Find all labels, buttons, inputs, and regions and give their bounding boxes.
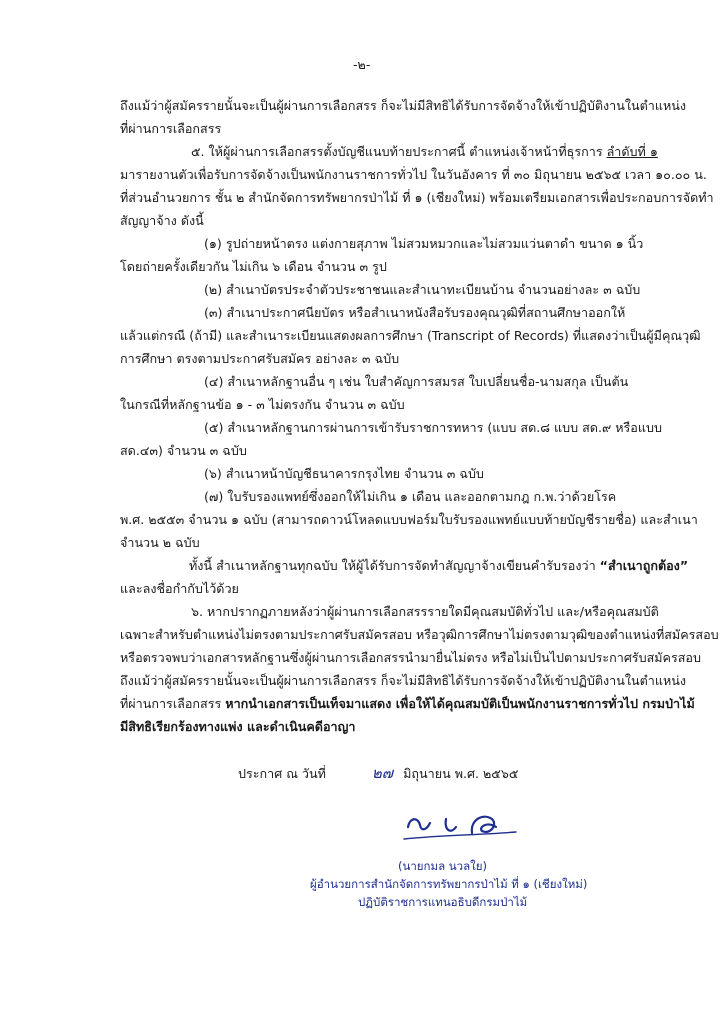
para-text: ถึงแม้ว่าผู้สมัครรายนั้นจะเป็นผู้ผ่านการเลือกสรร ก็จะไม่มีสิทธิได้รับการจัดจ้างให้เข้าปฏิบัติงานในตำแหน่ง <box>120 98 687 113</box>
list-item-3: (๓) สำเนาประกาศนียบัตร หรือสำเนาหนังสือรับรองคุณวุฒิที่สถานศึกษาออกให้ <box>204 305 626 320</box>
para-text: มารายงานตัวเพื่อรับการจัดจ้างเป็นพนักงานราชการทั่วไป ในวันอังคาร ที่ ๓๐ มิถุนายน ๒๕๖๕ เวลา ๑๐.๐๐ น. <box>120 167 707 182</box>
para-text: สัญญาจ้าง ดังนี้ <box>120 213 204 228</box>
certify-text: ทั้งนี้ สำเนาหลักฐานทุกฉบับ ให้ผู้ได้รับการจัดทำสัญญาจ้างเขียนคำรับรองว่า <box>189 558 600 573</box>
warning-text: หากนำเอกสารเป็นเท็จมาแสดง เพื่อให้ได้คุณสมบัติเป็นพนักงานราชการทั่วไป กรมป่าไม้ <box>225 696 695 711</box>
para-text: โดยถ่ายครั้งเดียวกัน ไม่เกิน ๖ เดือน จำนวน ๓ รูป <box>120 259 387 274</box>
para-text: หรือตรวจพบว่าเอกสารหลักฐานซึ่งผู้ผ่านการเลือกสรรนำมายื่นไม่ตรง หรือไม่เป็นไปตามประกาศรับสมัครสอบ <box>120 650 701 665</box>
para-text: ในกรณีที่หลักฐานข้อ ๑ - ๓ ไม่ตรงกัน จำนวน ๓ ฉบับ <box>120 397 405 412</box>
signer-position: ผู้อำนวยการสำนักจัดการทรัพยากรป่าไม้ ที่ ๑ (เชียงใหม่) <box>310 877 588 891</box>
list-item-5: (๕) สำเนาหลักฐานการผ่านการเข้ารับราชการทหาร (แบบ สด.๘ แบบ สด.๙ หรือแบบ <box>204 420 662 435</box>
warning-text: มีสิทธิเรียกร้องทางแพ่ง และดำเนินคดีอาญา <box>120 719 356 734</box>
date-day-handwritten: ๒๗ <box>371 764 394 782</box>
para-text: พ.ศ. ๒๕๕๓ จำนวน ๑ ฉบับ (สามารถดาวน์โหลดแบบฟอร์มใบรับรองแพทย์แบบท้ายบัญชีรายชื่อ) และสำเนา <box>120 512 698 527</box>
certify-line <box>189 558 688 574</box>
para-text: เฉพาะสำหรับตำแหน่งไม่ตรงตามประกาศรับสมัครสอบ หรือวุฒิการศึกษาไม่ตรงตามวุฒิของตำแหน่งที่สมัครสอบ <box>120 627 719 642</box>
para-text: จำนวน ๒ ฉบับ <box>120 535 200 550</box>
para-text: ที่ผ่านการเลือกสรร <box>120 121 222 136</box>
para-5-text: ๕. ให้ผู้ผ่านการเลือกสรรตั้งบัญชีแนบท้ายประกาศนี้ ตำแหน่งเจ้าหน้าที่ธุรการ <box>191 144 607 159</box>
date-rest: มิถุนายน พ.ศ. ๒๕๖๕ <box>403 766 519 781</box>
list-item-7: (๗) ใบรับรองแพทย์ซึ่งออกให้ไม่เกิน ๑ เดือน และออกตามกฎ ก.พ.ว่าด้วยโรค <box>204 489 617 504</box>
para-6-line: ๖. หากปรากฏภายหลังว่าผู้ผ่านการเลือกสรรรายใดมีคุณสมบัติทั่วไป และ/หรือคุณสมบัติ <box>191 604 659 619</box>
para-text-mixed <box>120 696 695 712</box>
certify-phrase: “สำเนาถูกต้อง” <box>599 558 689 573</box>
para-5-line <box>191 144 658 160</box>
list-item-4: (๔) สำเนาหลักฐานอื่น ๆ เช่น ใบสำคัญการสมรส ใบเปลี่ยนชื่อ-นามสกุล เป็นต้น <box>204 374 629 389</box>
signature-block <box>300 805 600 925</box>
list-item-2: (๒) สำเนาบัตรประจำตัวประชาชนและสำเนาทะเบียนบ้าน จำนวนอย่างละ ๓ ฉบับ <box>204 282 641 297</box>
para-text: สด.๔๓) จำนวน ๓ ฉบับ <box>120 443 247 458</box>
signer-acting: ปฏิบัติราชการแทนอธิบดีกรมป่าไม้ <box>358 895 528 909</box>
signer-name: (นายกมล นวลใย) <box>398 859 487 873</box>
para-text: แล้วแต่กรณี (ถ้ามี) และสำเนาระเบียนแสดงผลการศึกษา (Transcript of Records) ที่แสดงว่าเป็นผู้มีคุณวุฒิ <box>120 328 701 343</box>
date-prefix: ประกาศ ณ วันที่ <box>238 766 326 781</box>
para-text: การศึกษา ตรงตามประกาศรับสมัคร อย่างละ ๓ ฉบับ <box>120 351 400 366</box>
page-number: -๒- <box>353 57 371 72</box>
signature-image <box>400 805 520 847</box>
date-line <box>238 765 518 782</box>
list-item-6: (๖) สำเนาหน้าบัญชีธนาคารกรุงไทย จำนวน ๓ ฉบับ <box>204 466 484 481</box>
list-item-1: (๑) รูปถ่ายหน้าตรง แต่งกายสุภาพ ไม่สวมหมวกและไม่สวมแว่นตาดำ ขนาด ๑ นิ้ว <box>204 236 644 251</box>
para-text: ถึงแม้ว่าผู้สมัครรายนั้นจะเป็นผู้ผ่านการเลือกสรร ก็จะไม่มีสิทธิได้รับการจัดจ้างให้เข้าปฏิบัติงานในตำแหน่ง <box>120 673 687 688</box>
para-text: ที่ส่วนอำนวยการ ชั้น ๒ สำนักจัดการทรัพยากรป่าไม้ ที่ ๑ (เชียงใหม่) พร้อมเตรียมเอกสารเพื่อประกอบการจัดทำ <box>120 190 714 205</box>
order-number: ลำดับที่ ๑ <box>606 144 658 159</box>
para-text: ที่ผ่านการเลือกสรร <box>120 696 226 711</box>
para-text: และลงชื่อกำกับไว้ด้วย <box>120 581 239 596</box>
